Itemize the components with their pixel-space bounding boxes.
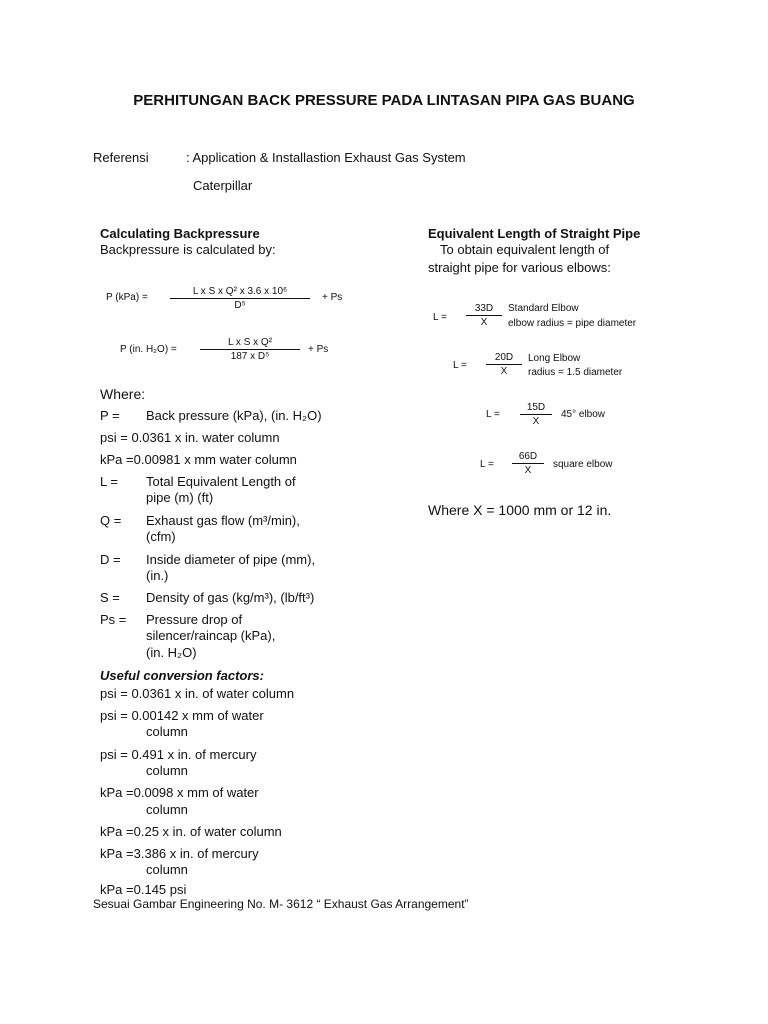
def-row: silencer/raincap (kPa), [146,628,276,643]
elbow2-desc: Long Elbow [528,353,581,364]
formula1-rhs: + Ps [322,292,343,303]
formula1-fraction [170,286,310,311]
elbow2-numerator: 20D [494,352,514,363]
def-row: L = Total Equivalent Length of [100,474,296,489]
useful-heading: Useful conversion factors: [100,668,264,683]
elbow2-denominator: X [500,366,508,377]
conv-row: kPa =3.386 x in. of mercury [100,846,259,861]
def-row: Q = Exhaust gas flow (m³/min), [100,513,300,528]
right-intro-1: To obtain equivalent length of [440,242,610,257]
elbow1-desc: Standard Elbow [508,303,579,314]
conv-row: kPa =0.0098 x mm of water [100,785,259,800]
footer-note: Sesuai Gambar Engineering No. M- 3612 “ Exhaust Gas Arrangement” [93,897,469,911]
elbow1-desc-2: elbow radius = pipe diameter [508,318,637,329]
def-row: psi = 0.0361 x in. water column [100,430,280,445]
def-row: (cfm) [146,529,176,544]
where-x: Where X = 1000 mm or 12 in. [428,502,612,518]
conv-row: column [146,862,188,877]
def-row: kPa =0.00981 x mm water column [100,452,297,467]
conv-row: column [146,802,188,817]
def-row: D = Inside diameter of pipe (mm), [100,552,316,567]
elbow2-desc-2: radius = 1.5 diameter [528,367,623,378]
elbow3-denominator: X [532,416,540,427]
left-heading: Calculating Backpressure [100,226,260,241]
elbow3-fraction [520,402,552,427]
right-heading: Equivalent Length of Straight Pipe [428,226,641,241]
def-row: Ps = Pressure drop of [100,612,243,627]
elbow2-fraction [486,352,522,377]
formula1-numerator: L x S x Q² x 3.6 x 10⁶ [192,286,288,297]
elbow1-fraction [466,303,502,328]
where-label: Where: [100,386,146,402]
page-title: PERHITUNGAN BACK PRESSURE PADA LINTASAN PIPA GAS BUANG [133,92,635,109]
def-row: pipe (m) (ft) [146,490,214,505]
def-row: P = Back pressure (kPa), (in. H₂O) [100,408,322,423]
elbow4-lhs: L = [480,459,494,470]
elbow2-lhs: L = [453,360,467,371]
elbow4-numerator: 66D [518,451,538,462]
elbow4-fraction [512,451,544,476]
elbow1-denominator: X [480,317,488,328]
conv-row: psi = 0.00142 x mm of water [100,708,264,723]
def-row: S = Density of gas (kg/m³), (lb/ft³) [100,590,315,605]
left-intro: Backpressure is calculated by: [100,242,276,257]
reference-value-2: Caterpillar [193,178,253,193]
elbow1-numerator: 33D [474,303,494,314]
conv-row: column [146,763,188,778]
formula1-lhs: P (kPa) = [106,292,148,303]
formula2-fraction [200,337,300,362]
formula1-denominator: D⁵ [234,300,246,311]
conv-row: psi = 0.491 x in. of mercury [100,747,257,762]
reference-value: : Application & Installastion Exhaust Gas System [186,150,466,165]
elbow3-desc: 45° elbow [561,409,606,420]
elbow4-desc: square elbow [553,459,613,470]
conv-row: kPa =0.25 x in. of water column [100,824,282,839]
elbow4-denominator: X [524,465,532,476]
formula2-lhs: P (in. H₂O) = [120,344,177,355]
def-row: (in. H₂O) [146,645,197,660]
elbow1-lhs: L = [433,312,447,323]
reference-label: Referensi [93,150,149,165]
formula2-rhs: + Ps [308,344,329,355]
def-row: (in.) [146,568,169,583]
conv-row: column [146,724,188,739]
formula2-denominator: 187 x D⁵ [230,351,270,362]
formula2-numerator: L x S x Q² [227,337,273,348]
conv-row: kPa =0.145 psi [100,882,187,897]
right-intro-2: straight pipe for various elbows: [428,260,611,275]
elbow3-lhs: L = [486,409,500,420]
conv-row: psi = 0.0361 x in. of water column [100,686,295,701]
elbow3-numerator: 15D [526,402,546,413]
